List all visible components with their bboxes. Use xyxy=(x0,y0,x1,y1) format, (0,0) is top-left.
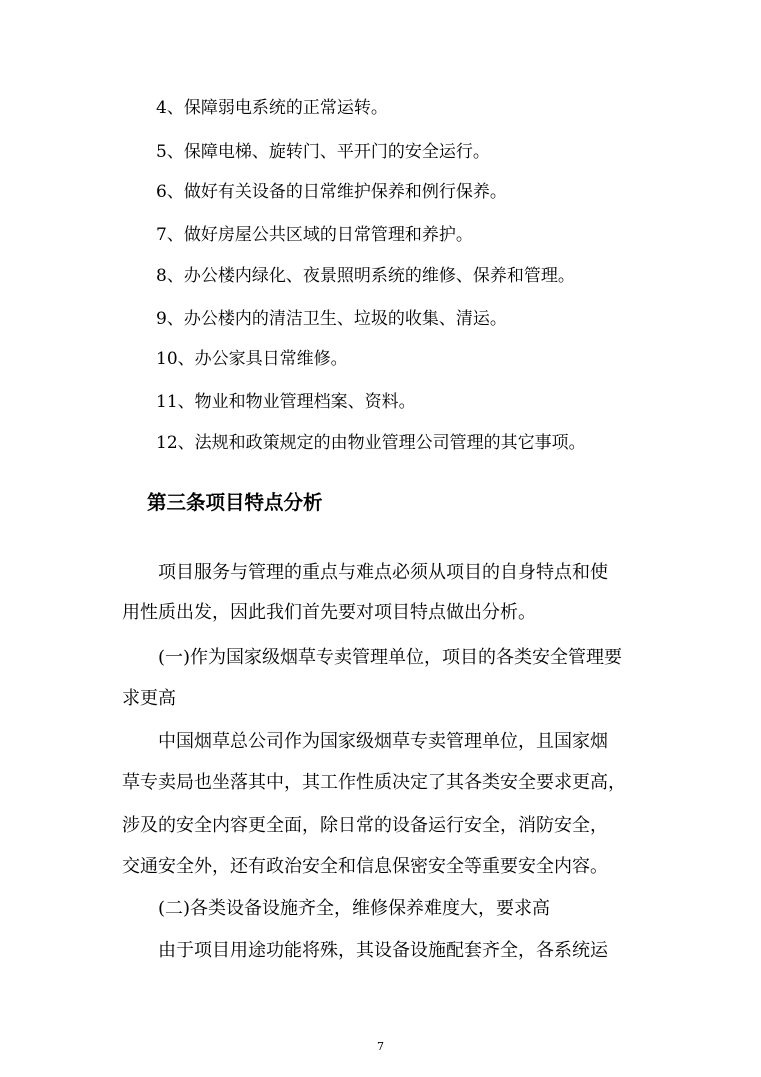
point-1-heading-line-1: (一)作为国家级烟草专卖管理单位，项目的各类安全管理要 xyxy=(158,647,623,668)
point-1-heading-line-2: 求更高 xyxy=(122,688,176,709)
list-item-4: 4、保障弱电系统的正常运转。 xyxy=(156,98,388,118)
section-heading: 第三条项目特点分析 xyxy=(147,491,323,514)
list-item-12: 12、法规和政策规定的由物业管理公司管理的其它事项。 xyxy=(156,433,586,453)
intro-paragraph-line-1: 项目服务与管理的重点与难点必须从项目的自身特点和使 xyxy=(158,562,608,583)
list-item-10: 10、办公家具日常维修。 xyxy=(156,349,348,369)
page-number: 7 xyxy=(377,1040,384,1053)
list-item-8: 8、办公楼内绿化、夜景照明系统的维修、保养和管理。 xyxy=(156,266,575,286)
point-1-paragraph-line-4: 交通安全外，还有政治安全和信息保密安全等重要安全内容。 xyxy=(122,856,608,877)
point-1-paragraph-line-1: 中国烟草总公司作为国家级烟草专卖管理单位，且国家烟 xyxy=(158,731,608,752)
list-item-6: 6、做好有关设备的日常维护保养和例行保养。 xyxy=(156,182,507,202)
point-2-heading: (二)各类设备设施齐全，维修保养难度大，要求高 xyxy=(158,898,551,919)
list-item-11: 11、物业和物业管理档案、资料。 xyxy=(156,392,416,412)
point-1-paragraph-line-3: 涉及的安全内容更全面，除日常的设备运行安全，消防安全， xyxy=(122,815,608,836)
list-item-9: 9、办公楼内的清洁卫生、垃圾的收集、清运。 xyxy=(156,309,507,329)
list-item-7: 7、做好房屋公共区域的日常管理和养护。 xyxy=(156,225,473,245)
point-1-paragraph-line-2: 草专卖局也坐落其中，其工作性质决定了其各类安全要求更高， xyxy=(122,772,626,793)
intro-paragraph-line-2: 用性质出发，因此我们首先要对项目特点做出分析。 xyxy=(122,602,536,623)
list-item-5: 5、保障电梯、旋转门、平开门的安全运行。 xyxy=(156,142,490,162)
point-2-paragraph-line-1: 由于项目用途功能将殊，其设备设施配套齐全，各系统运 xyxy=(158,940,608,961)
